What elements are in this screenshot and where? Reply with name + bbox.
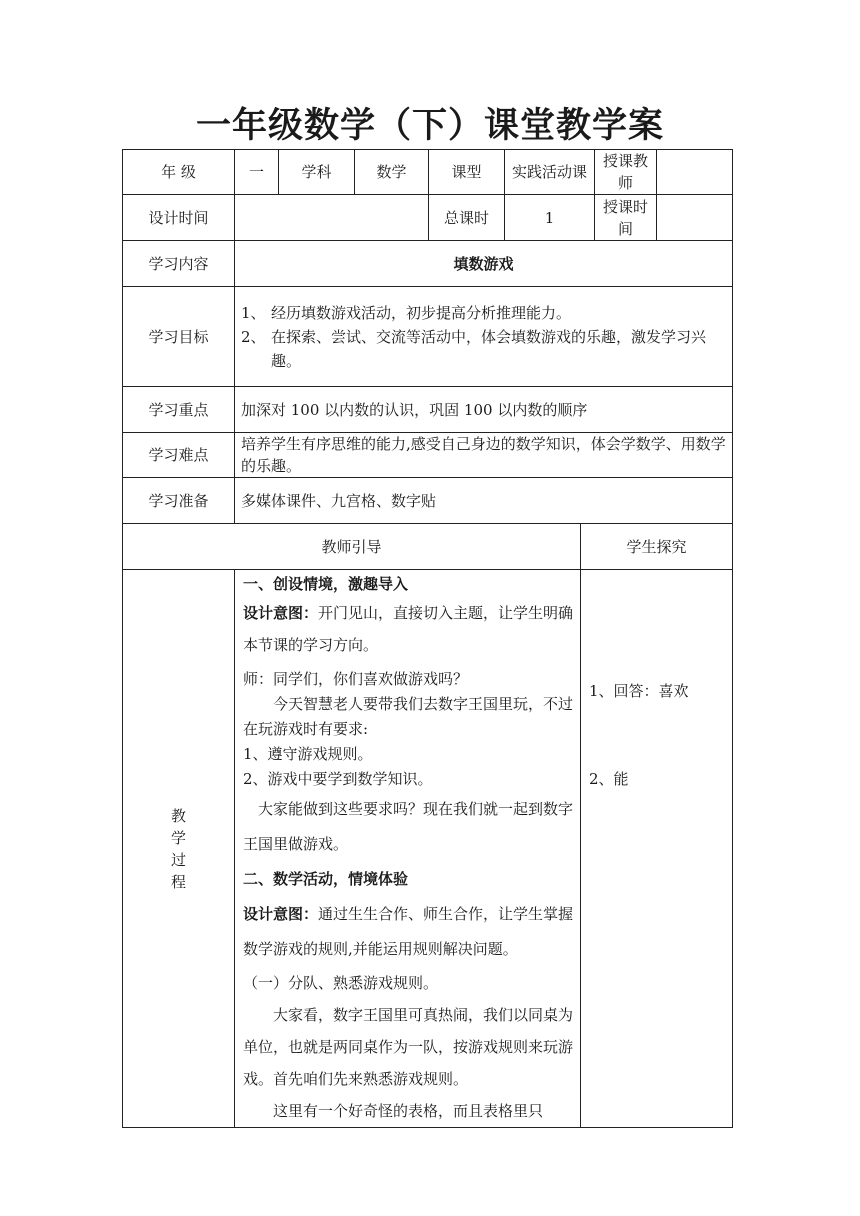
grade-label: 年 级 [123, 150, 235, 195]
teacher-line: （一）分队、熟悉游戏规则。 [243, 974, 439, 992]
content-row [123, 241, 733, 287]
teacher-line: 2、游戏中要学到数学知识。 [243, 770, 433, 788]
preparation-label: 学习准备 [123, 478, 235, 524]
preparation-row [123, 478, 733, 524]
section-1-heading: 一、创设情境，激趣导入 [243, 575, 409, 593]
intent-label: 设计意图： [243, 905, 319, 923]
process-row [123, 570, 733, 1128]
goal-number: 2、 [241, 327, 266, 346]
design-time-label: 设计时间 [123, 195, 235, 241]
design-time-value [235, 195, 429, 241]
content-label: 学习内容 [123, 241, 235, 287]
teacher-line: 大家看，数字王国里可真热闹，我们以同桌为单位，也就是两同桌作为一队，按游戏规则来玩游戏。首先咱们先来熟悉游戏规则。 [243, 1006, 574, 1088]
section-2-heading: 二、数学活动，情境体验 [243, 870, 409, 888]
goal-text: 经历填数游戏活动，初步提高分析推理能力。 [271, 303, 572, 322]
difficulty-value: 培养学生有序思维的能力,感受自己身边的数学知识，体会学数学、用数学的乐趣。 [235, 433, 733, 478]
type-label: 课型 [429, 150, 505, 195]
goals-cell [235, 287, 733, 387]
teacher-line: 师：同学们，你们喜欢做游戏吗？ [243, 670, 469, 688]
student-inquiry-cell [581, 570, 733, 1128]
teacher-line: 大家能做到这些要求吗？现在我们就一起到数字王国里做游戏。 [243, 800, 574, 853]
intent-label: 设计意图： [243, 604, 319, 622]
key-point-value: 加深对 100 以内数的认识，巩固 100 以内数的顺序 [235, 387, 733, 433]
class-time-label: 授课时间 [595, 195, 657, 241]
student-answer: 2、能 [589, 770, 629, 788]
difficulty-label: 学习难点 [123, 433, 235, 478]
goal-text: 在探索、尝试、交流等活动中，体会填数游戏的乐趣，激发学习兴趣。 [271, 327, 707, 370]
preparation-value: 多媒体课件、九宫格、数字贴 [235, 478, 733, 524]
grade-value: 一 [235, 150, 279, 195]
subject-value: 数学 [355, 150, 429, 195]
teacher-guidance-header: 教师引导 [123, 524, 581, 570]
student-inquiry-header: 学生探究 [581, 524, 733, 570]
total-hours-value: 1 [505, 195, 595, 241]
key-point-label: 学习重点 [123, 387, 235, 433]
teacher-line: 1、遵守游戏规则。 [243, 745, 373, 763]
goals-row [123, 287, 733, 387]
teacher-guidance-cell [235, 570, 581, 1128]
difficulty-row [123, 433, 733, 478]
page-title: 一年级数学（下）课堂教学案 [195, 106, 664, 146]
intent-text: 通过生生合作、师生合作，让学生掌握数学游戏的规则,并能运用规则解决问题。 [243, 905, 574, 958]
section-2-intent [243, 897, 574, 967]
student-answer: 1、回答：喜欢 [589, 682, 689, 700]
key-point-row [123, 387, 733, 433]
type-value: 实践活动课 [505, 150, 595, 195]
intent-text: 开门见山，直接切入主题，让学生明确本节课的学习方向。 [243, 604, 574, 654]
process-label-cell [123, 570, 235, 1128]
total-hours-label: 总课时 [429, 195, 505, 241]
info-row-1 [123, 150, 733, 195]
section-1-intent [243, 597, 574, 661]
goals-list [241, 301, 726, 373]
lesson-plan-table [122, 149, 733, 1128]
content-value: 填数游戏 [235, 241, 733, 287]
teacher-line: 今天智慧老人要带我们去数字王国里玩，不过在玩游戏时有要求: [243, 695, 574, 738]
info-row-2 [123, 195, 733, 241]
teacher-value [657, 150, 733, 195]
class-time-value [657, 195, 733, 241]
subject-label: 学科 [279, 150, 355, 195]
process-label: 教学过程 [170, 806, 186, 891]
teacher-label: 授课教师 [595, 150, 657, 195]
teacher-line: 这里有一个好奇怪的表格，而且表格里只 [273, 1102, 544, 1120]
goals-label: 学习目标 [123, 287, 235, 387]
goal-item [241, 301, 726, 325]
process-header-row [123, 524, 733, 570]
goal-number: 1、 [241, 303, 266, 322]
goal-item [241, 325, 726, 373]
